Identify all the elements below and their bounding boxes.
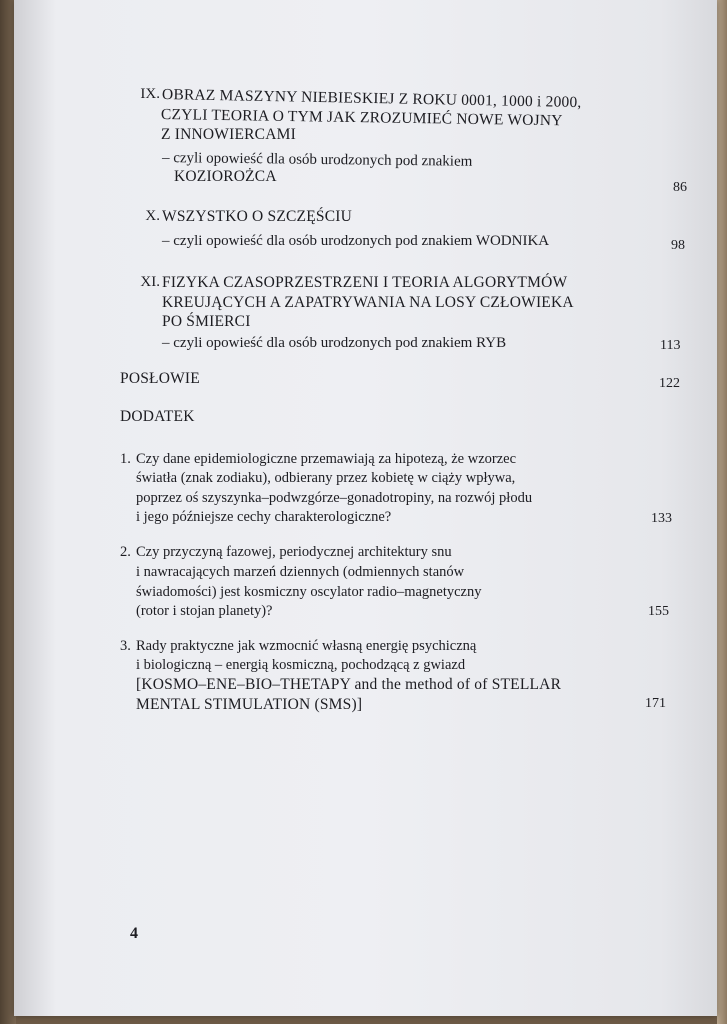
chapter-ix-page: 86 [673, 180, 687, 195]
dodatek-item-3-line-4: MENTAL STIMULATION (SMS)] [136, 696, 363, 713]
dodatek-item-2-line-1: Czy przyczyną fazowej, periodycznej architektury snu [136, 544, 452, 560]
dodatek-item-1-number: 1. [120, 451, 131, 467]
page-number: 4 [130, 925, 138, 942]
dodatek-item-2-line-4: (rotor i stojan planety)? [136, 603, 273, 619]
chapter-x-title: WSZYSTKO O SZCZĘŚCIU [162, 208, 353, 225]
chapter-ix-subtitle-line-2: KOZIOROŻCA [174, 168, 277, 185]
dodatek-item-3-page: 171 [645, 696, 666, 711]
dodatek-item-3-line-2: i biologiczną – energią kosmiczną, pochodzącą z gwiazd [136, 657, 466, 673]
dodatek-label: DODATEK [120, 408, 195, 425]
dodatek-item-1-line-1: Czy dane epidemiologiczne przemawiają za hipotezą, że wzorzec [136, 451, 517, 467]
dodatek-item-1-line-4: i jego późniejsze cechy charakterologiczne? [136, 509, 392, 525]
dodatek-item-2-number: 2. [120, 544, 131, 560]
chapter-ix-title-line-1: OBRAZ MASZYNY NIEBIESKIEJ Z ROKU 0001, 1000 i 2000, [161, 86, 582, 112]
dodatek-item-2-line-2: i nawracających marzeń dziennych (odmiennych stanów [136, 564, 465, 580]
dodatek-item-2-page: 155 [648, 604, 669, 619]
table-edge [717, 0, 727, 1024]
chapter-x-number: X. [145, 208, 160, 224]
chapter-xi-title-line-2: KREUJĄCYCH A ZAPATRYWANIA NA LOSY CZŁOWIEKA [162, 294, 574, 311]
book-page [14, 0, 717, 1016]
chapter-x-subtitle: – czyli opowieść dla osób urodzonych pod znakiem WODNIKA [162, 233, 550, 249]
chapter-ix-title-line-2: CZYLI TEORIA O TYM JAK ZROZUMIEĆ NOWE WOJNY [160, 106, 563, 130]
chapter-ix-subtitle-line-1: – czyli opowieść dla osób urodzonych pod znakiem [161, 150, 473, 170]
chapter-xi-page: 113 [660, 338, 681, 353]
poslowie-page: 122 [659, 376, 680, 391]
dodatek-item-2-line-3: świadomości) jest kosmiczny oscylator radio–magnetyczny [136, 584, 482, 600]
dodatek-item-3-line-3: [KOSMO–ENE–BIO–THETAPY and the method of of STELLAR [136, 676, 562, 693]
chapter-ix-number: IX. [140, 86, 160, 102]
chapter-x-page: 98 [671, 238, 685, 253]
dodatek-item-1-line-3: poprzez oś szyszynka–podwzgórze–gonadotropiny, na rozwój płodu [136, 490, 533, 506]
dodatek-item-1-page: 133 [651, 511, 672, 526]
chapter-xi-title-line-1: FIZYKA CZASOPRZESTRZENI I TEORIA ALGORYTMÓW [162, 274, 568, 291]
chapter-xi-subtitle: – czyli opowieść dla osób urodzonych pod znakiem RYB [162, 335, 507, 351]
dodatek-item-3-number: 3. [120, 638, 131, 654]
dodatek-item-3-line-1: Rady praktyczne jak wzmocnić własną energię psychiczną [136, 638, 477, 654]
chapter-ix-title-line-3: Z INNOWIERCAMI [161, 126, 296, 143]
chapter-xi-title-line-3: PO ŚMIERCI [162, 313, 251, 330]
dodatek-item-1-line-2: światła (znak zodiaku), odbierany przez kobietę w ciąży wpływa, [136, 470, 516, 486]
chapter-xi-number: XI. [140, 274, 160, 290]
poslowie-label: POSŁOWIE [120, 370, 200, 387]
